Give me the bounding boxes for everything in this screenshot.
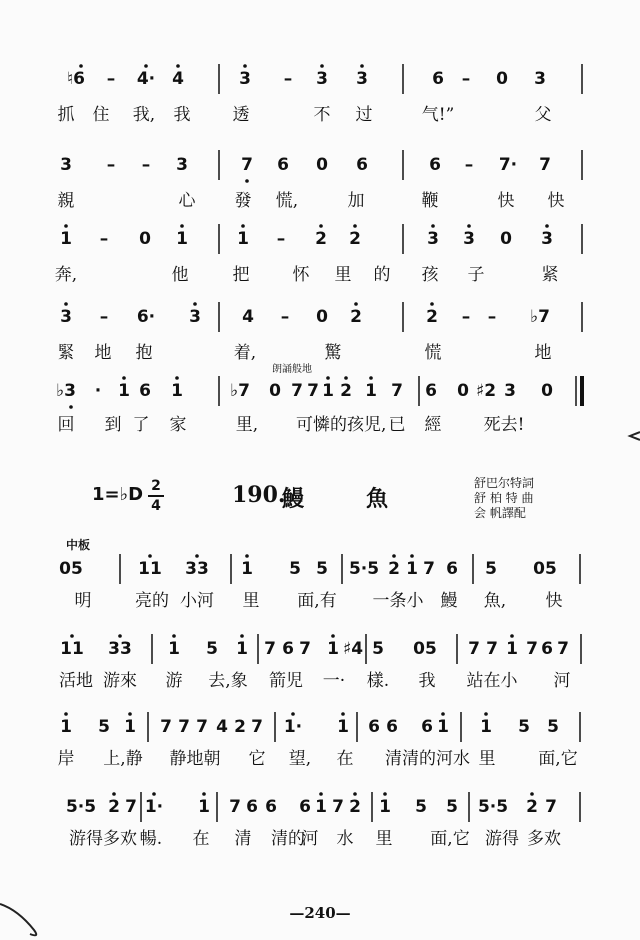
note: 7 [291, 381, 303, 401]
music-system-1 [0, 62, 640, 132]
note: ♭7 [530, 307, 550, 327]
octave-dot [144, 64, 148, 68]
lyric: 回 [57, 415, 75, 435]
note: – [276, 229, 286, 249]
lyric: 活地 [59, 671, 93, 691]
note: 5 [206, 639, 218, 659]
note: 6 [282, 639, 294, 659]
octave-dot [202, 792, 206, 796]
note: 3 [60, 307, 72, 327]
lyric: 我 [418, 671, 436, 691]
lyric: 抱 [135, 343, 153, 363]
lyric: 快 [545, 591, 563, 611]
note: 1 [327, 639, 339, 659]
note: 2 [234, 717, 246, 737]
lyric: 紧 [541, 265, 559, 285]
octave-dot [245, 554, 249, 558]
note: 7 [241, 155, 253, 175]
note: 4 [172, 69, 184, 89]
note: 7 [423, 559, 435, 579]
note: 2 [426, 307, 438, 327]
music-system-2 [0, 148, 640, 218]
octave-dot [64, 224, 68, 228]
recitative-annotation: 朗誦般地 [272, 364, 312, 375]
octave-dot [467, 224, 471, 228]
note: 5·5 [65, 797, 97, 817]
note: 0 [139, 229, 151, 249]
note: 3 [60, 155, 72, 175]
octave-dot [175, 376, 179, 380]
lyric: 站在小 [466, 671, 518, 691]
lyric: 到 [104, 415, 122, 435]
note: 6 [541, 639, 553, 659]
song-credits [474, 476, 534, 521]
note: 3 [189, 307, 201, 327]
note: 5 [518, 717, 530, 737]
note: 1 [480, 717, 492, 737]
octave-dot [392, 554, 396, 558]
note: 1 [60, 717, 72, 737]
octave-dot [118, 634, 122, 638]
note: 7 [264, 639, 276, 659]
lyric: 多欢 [527, 829, 561, 849]
note: 7 [299, 639, 311, 659]
note: 5 [372, 639, 384, 659]
note: 1 [237, 229, 249, 249]
lyric: 慌 [424, 343, 442, 363]
lyric: 他 [171, 265, 189, 285]
octave-dot [64, 712, 68, 716]
octave-dot [319, 224, 323, 228]
lyric: 家 [169, 415, 187, 435]
note: 7 [486, 639, 498, 659]
lyric: 清 [234, 829, 252, 849]
note: 33 [185, 559, 209, 579]
note: 0 [496, 69, 508, 89]
note: 6 [265, 797, 277, 817]
lyric: 快 [497, 191, 515, 211]
octave-dot [354, 302, 358, 306]
octave-dot [530, 792, 534, 796]
lyric: 上,静 [103, 749, 143, 769]
note: 11 [138, 559, 162, 579]
scan-mark-right [620, 424, 640, 444]
note: 7 [196, 717, 208, 737]
barlines [0, 222, 640, 262]
octave-dot [243, 64, 247, 68]
note: 7 [229, 797, 241, 817]
barlines [0, 790, 640, 830]
lyric: 里 [242, 591, 260, 611]
lyric: 清的 [271, 829, 305, 849]
note: – [461, 69, 471, 89]
note: 2 [349, 797, 361, 817]
note: 3 [541, 229, 553, 249]
lyric: 加 [347, 191, 365, 211]
note: 7 [332, 797, 344, 817]
lyric: 箭児 [269, 671, 303, 691]
note: 6 [139, 381, 151, 401]
lyric: 水 [336, 829, 354, 849]
note: ♮6 [67, 69, 85, 89]
note: 7 [125, 797, 137, 817]
octave-dot [112, 792, 116, 796]
lyric: 面,它 [430, 829, 470, 849]
octave-dot [240, 634, 244, 638]
tempo-marking: 中板 [66, 538, 91, 552]
note: 6 [421, 717, 433, 737]
note: – [99, 229, 109, 249]
note: 7 [539, 155, 551, 175]
octave-dot [122, 376, 126, 380]
note: – [280, 307, 290, 327]
octave-dot [245, 179, 249, 183]
note: – [283, 69, 293, 89]
lyric: 地 [94, 343, 112, 363]
music-system-6 [0, 552, 640, 622]
lyric: 魚, [483, 591, 507, 611]
barlines [0, 62, 640, 102]
note: 0 [500, 229, 512, 249]
lyric: 小河 [180, 591, 214, 611]
lyric: 不 [313, 105, 331, 125]
lyric: 面,有 [297, 591, 337, 611]
note: 6 [429, 155, 441, 175]
octave-dot [180, 224, 184, 228]
note: 7 [468, 639, 480, 659]
barlines [0, 300, 640, 340]
lyric: 它 [248, 749, 266, 769]
note: 5·5 [477, 797, 509, 817]
lyric: 我 [173, 105, 191, 125]
note: 1 [198, 797, 210, 817]
note: 1 [379, 797, 391, 817]
note: 05 [413, 639, 437, 659]
note: 7 [391, 381, 403, 401]
barlines [0, 552, 640, 592]
note: 5 [446, 797, 458, 817]
octave-dot [64, 302, 68, 306]
note: 7 [178, 717, 190, 737]
lyric: 里 [375, 829, 393, 849]
barlines [0, 710, 640, 750]
note: · [94, 381, 102, 401]
octave-dot [545, 224, 549, 228]
lyric: 河 [301, 829, 319, 849]
lyric: 鞭 [421, 191, 439, 211]
note: 0 [316, 155, 328, 175]
barlines [0, 374, 640, 414]
octave-dot [70, 634, 74, 638]
note: 2 [315, 229, 327, 249]
note: 5 [485, 559, 497, 579]
lyric: 里, [235, 415, 259, 435]
lyric: 父 [534, 105, 552, 125]
octave-dot [320, 64, 324, 68]
octave-dot [152, 792, 156, 796]
note: 3 [534, 69, 546, 89]
note: 7 [160, 717, 172, 737]
octave-dot [484, 712, 488, 716]
note: 1 [437, 717, 449, 737]
note: 5 [289, 559, 301, 579]
lyric: 心 [178, 191, 196, 211]
lyric: 發 [234, 191, 252, 211]
note: 5 [98, 717, 110, 737]
note: – [141, 155, 151, 175]
lyric: 怀 [292, 265, 310, 285]
lyric: 快 [547, 191, 565, 211]
lyric: 了 [132, 415, 150, 435]
note: 1· [144, 797, 164, 817]
page-number: —240— [289, 904, 351, 922]
octave-dot [341, 712, 345, 716]
note: ♭3 [56, 381, 76, 401]
octave-dot [241, 224, 245, 228]
note: 0 [541, 381, 553, 401]
lyric: 子 [467, 265, 485, 285]
octave-dot [431, 224, 435, 228]
lyric: 面,它 [538, 749, 578, 769]
octave-dot [172, 634, 176, 638]
note: ♯2 [475, 381, 497, 401]
note: 1 [176, 229, 188, 249]
note: 5 [316, 559, 328, 579]
lyric: 游得 [485, 829, 519, 849]
note: 1 [241, 559, 253, 579]
lyric: 游得多欢 [69, 829, 137, 849]
octave-dot [441, 712, 445, 716]
note: 11 [60, 639, 84, 659]
note: – [487, 307, 497, 327]
octave-dot [193, 302, 197, 306]
octave-dot [79, 64, 83, 68]
note: 1 [322, 381, 334, 401]
music-system-9 [0, 790, 640, 860]
note: 7 [526, 639, 538, 659]
meter-bottom: 4 [151, 498, 161, 514]
octave-dot [176, 64, 180, 68]
barlines [0, 148, 640, 188]
note: 05 [533, 559, 557, 579]
lyric: 抓 [57, 105, 75, 125]
lyric: 清清的河水 [385, 749, 470, 769]
lyric: 明 [74, 591, 92, 611]
lyric: 親 [57, 191, 75, 211]
lyric: 一条小 [372, 591, 424, 611]
key-signature: 1=♭D [92, 484, 144, 505]
music-system-7 [0, 632, 640, 702]
note: 6 [432, 69, 444, 89]
note: 1 [236, 639, 248, 659]
lyric: 奔, [54, 265, 78, 285]
octave-dot [319, 792, 323, 796]
note: 5·5 [348, 559, 380, 579]
note: – [464, 155, 474, 175]
note: 1 [406, 559, 418, 579]
octave-dot [410, 554, 414, 558]
note: 7 [251, 717, 263, 737]
octave-dot [383, 792, 387, 796]
lyric: 我, [132, 105, 156, 125]
note: 1 [168, 639, 180, 659]
lyric: 暢. [139, 829, 163, 849]
song-header [0, 476, 640, 522]
octave-dot [353, 224, 357, 228]
note: 2 [108, 797, 120, 817]
octave-dot [326, 376, 330, 380]
lyric: 緊 [57, 343, 75, 363]
music-system-8 [0, 710, 640, 780]
lyric: 在 [192, 829, 210, 849]
octave-dot [510, 634, 514, 638]
lyric: 气!” [421, 105, 455, 125]
lyric: 經 [424, 415, 442, 435]
octave-dot [430, 302, 434, 306]
lyric: 地 [534, 343, 552, 363]
lyric: 望, [288, 749, 312, 769]
lyric: 一· [322, 671, 346, 691]
note: 3 [504, 381, 516, 401]
note: 3 [463, 229, 475, 249]
scan-mark-left [0, 900, 60, 940]
lyric: 岸 [57, 749, 75, 769]
song-number: 190. [232, 482, 286, 508]
lyric: 着, [233, 343, 257, 363]
note: 3 [239, 69, 251, 89]
meter-top: 2 [151, 478, 161, 494]
octave-dot [331, 634, 335, 638]
note: 2 [526, 797, 538, 817]
octave-dot [369, 376, 373, 380]
credit-lyricist: 舒巴尔特詞 [474, 476, 535, 490]
note: 3 [316, 69, 328, 89]
lyric: 的 [373, 265, 391, 285]
lyric: 游來 [103, 671, 137, 691]
octave-dot [353, 792, 357, 796]
note: 33 [108, 639, 132, 659]
note: 0 [316, 307, 328, 327]
note: 1 [60, 229, 72, 249]
note: 2 [340, 381, 352, 401]
note: 3 [427, 229, 439, 249]
note: 6 [277, 155, 289, 175]
note: ♯4 [342, 639, 364, 659]
note: 6 [368, 717, 380, 737]
note: 3 [356, 69, 368, 89]
lyric: 透 [232, 105, 250, 125]
note: – [106, 69, 116, 89]
note: ♭7 [230, 381, 250, 401]
lyric: 住 [92, 105, 110, 125]
note: 1 [315, 797, 327, 817]
note: – [461, 307, 471, 327]
note: 7 [307, 381, 319, 401]
note: 6· [136, 307, 156, 327]
note: 7 [557, 639, 569, 659]
octave-dot [128, 712, 132, 716]
note: 2 [349, 229, 361, 249]
note: 05 [59, 559, 83, 579]
note: 0 [457, 381, 469, 401]
note: 1 [337, 717, 349, 737]
octave-dot [195, 554, 199, 558]
time-signature [148, 478, 164, 514]
lyric: 鰻 [440, 591, 458, 611]
lyric: 亮的 [135, 591, 169, 611]
octave-dot [291, 712, 295, 716]
note: 1 [124, 717, 136, 737]
barlines [0, 632, 640, 672]
lyric: 在 [336, 749, 354, 769]
lyric: 河 [553, 671, 571, 691]
note: 2 [388, 559, 400, 579]
lyric: 慌, [275, 191, 299, 211]
note: 0 [269, 381, 281, 401]
lyric: 过 [355, 105, 373, 125]
lyric: 已 [388, 415, 406, 435]
octave-dot [69, 405, 73, 409]
note: 6 [356, 155, 368, 175]
lyric: 孩 [421, 265, 439, 285]
note: 1 [365, 381, 377, 401]
note: 6 [246, 797, 258, 817]
note: 5 [415, 797, 427, 817]
lyric: 可憐的孩児, [296, 415, 387, 435]
lyric: 驚 [324, 343, 342, 363]
lyric: 去,象 [208, 671, 248, 691]
note: 1· [283, 717, 303, 737]
note: 5 [547, 717, 559, 737]
note: 6 [446, 559, 458, 579]
credit-translator: 会 帆譯配 [474, 506, 526, 520]
note: 6 [425, 381, 437, 401]
note: 4 [242, 307, 254, 327]
note: 4 [216, 717, 228, 737]
note: 4· [136, 69, 156, 89]
song-title: 鰻魚 [282, 486, 451, 512]
lyric: 静地朝 [169, 749, 221, 769]
note: 2 [350, 307, 362, 327]
lyric: 游 [165, 671, 183, 691]
lyric: 樣. [366, 671, 390, 691]
lyric: 里 [334, 265, 352, 285]
note: – [106, 155, 116, 175]
note: 6 [299, 797, 311, 817]
music-system-3 [0, 222, 640, 292]
music-system-5 [0, 374, 640, 444]
lyric: 把 [232, 265, 250, 285]
octave-dot [360, 64, 364, 68]
note: 7 [545, 797, 557, 817]
note: 3 [176, 155, 188, 175]
lyric: 里 [478, 749, 496, 769]
credit-composer: 舒 柏 特 曲 [474, 491, 534, 505]
note: 6 [386, 717, 398, 737]
note: – [99, 307, 109, 327]
note: 1 [118, 381, 130, 401]
lyric: 死去! [483, 415, 525, 435]
note: 1 [506, 639, 518, 659]
octave-dot [148, 554, 152, 558]
octave-dot [344, 376, 348, 380]
note: 1 [171, 381, 183, 401]
note: 7· [498, 155, 518, 175]
music-system-4 [0, 300, 640, 370]
